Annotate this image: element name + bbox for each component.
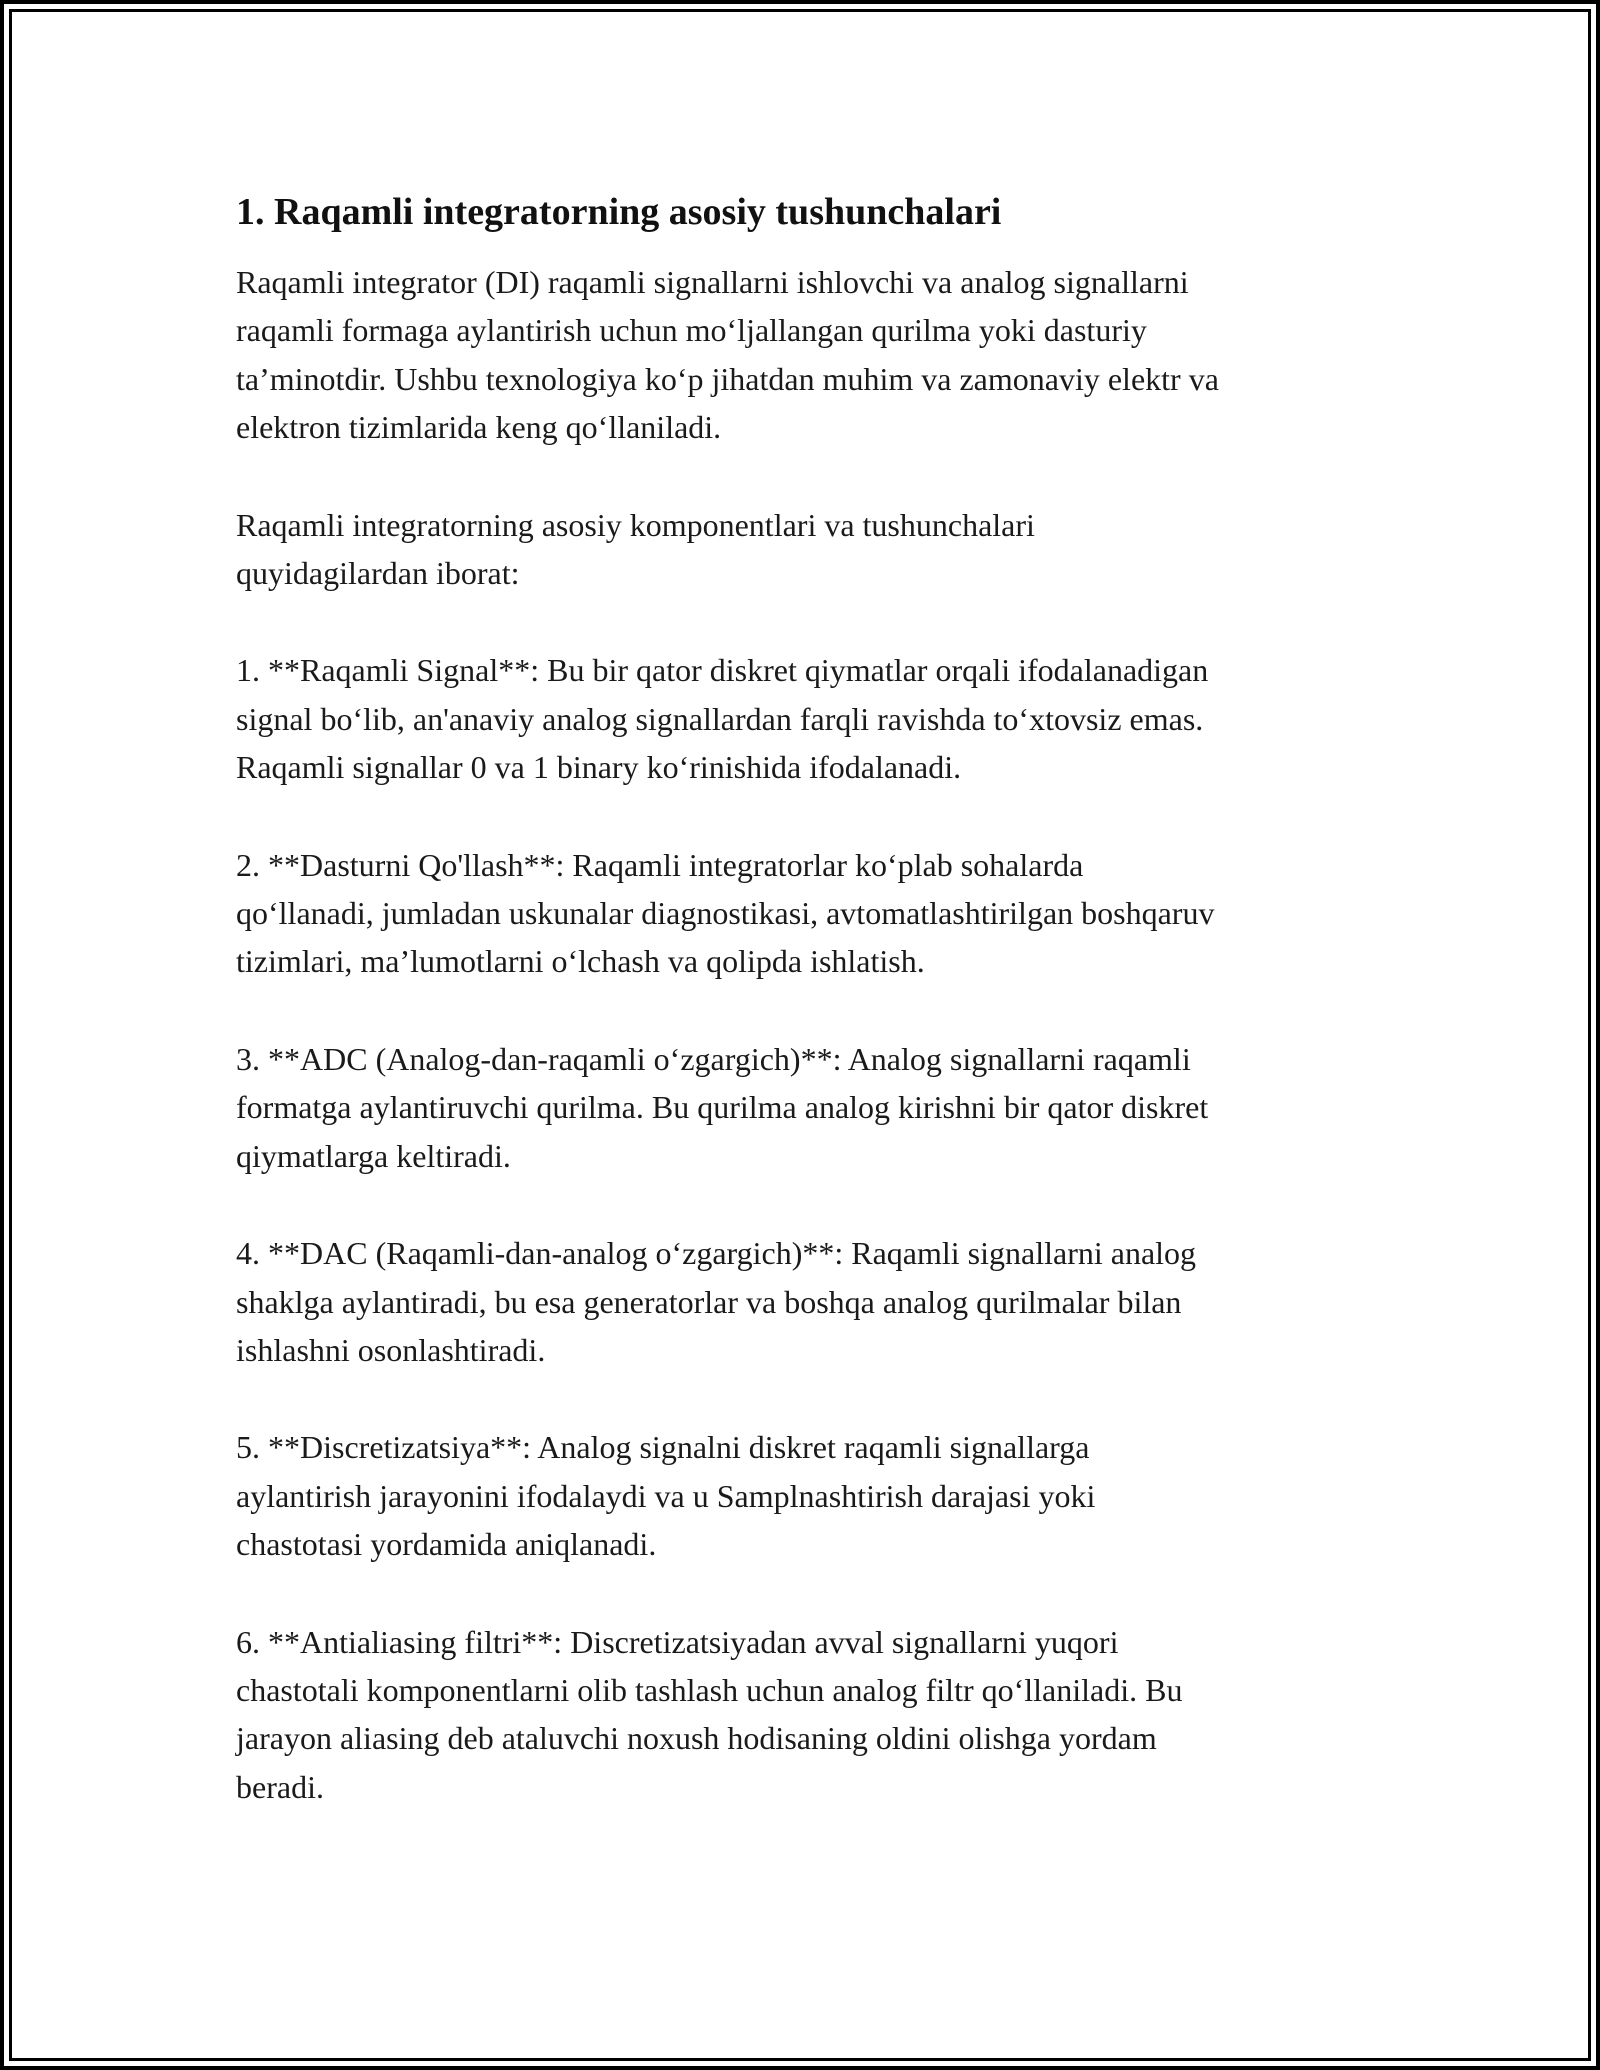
list-item-adc: 3. **ADC (Analog-dan-raqamli o‘zgargich)**: Analog signallarni raqamli formatga aylantiruvchi qurilma. Bu qurilma analog kirishni bir qator diskret qiymatlarga keltiradi. [236, 1040, 1209, 1174]
document-body [236, 186, 1376, 1860]
list-item-dac: 4. **DAC (Raqamli-dan-analog o‘zgargich)**: Raqamli signallarni analog shaklga aylantiradi, bu esa generatorlar va boshqa analog qurilmalar bilan ishlashni osonlashtiradi. [236, 1235, 1197, 1368]
list-item-raqamli-signal: 1. **Raqamli Signal**: Bu bir qator diskret qiymatlar orqali ifodalanadigan signal bo‘lib, an'anaviy analog signallardan farqli ravishda to‘xtovsiz emas. Raqamli signallar 0 va 1 binary ko‘rinishida ifodalanadi. [236, 652, 1209, 786]
intro-paragraph: Raqamli integrator (DI) raqamli signallarni ishlovchi va analog signallarni raqamli formaga aylantirish uchun mo‘ljallangan qurilma yoki dasturiy ta’minotdir. Ushbu texnologiya ko‘p jihatdan muhim va zamonaviy elektr va elektron tizimlarida keng qo‘llaniladi. [236, 264, 1219, 446]
list-item-discretizatsiya: 5. **Discretizatsiya**: Analog signalni diskret raqamli signallarga aylantirish jarayonini ifodalaydi va u Samplnashtirish darajasi yoki chastotasi yordamida aniqlanadi. [236, 1429, 1096, 1563]
list-item-dasturni-qollash: 2. **Dasturni Qo'llash**: Raqamli integratorlar ko‘plab sohalarda qo‘llanadi, jumladan uskunalar diagnostikasi, avtomatlashtirilgan boshqaruv tizimlari, ma’lumotlarni o‘lchash va qolipda ishlatish. [236, 846, 1215, 980]
list-item-antialiasing-filtri: 6. **Antialiasing filtri**: Discretizatsiyadan avval signallarni yuqori chastotali komponentlarni olib tashlash uchun analog filtr qo‘llaniladi. Bu jarayon aliasing deb ataluvchi noxush hodisaning oldini olishga yordam beradi. [236, 1623, 1183, 1805]
components-intro-paragraph: Raqamli integratorning asosiy komponentlari va tushunchalari quyidagilardan iborat: [236, 506, 1035, 592]
section-heading: 1. Raqamli integratorning asosiy tushunchalari [236, 191, 1002, 233]
